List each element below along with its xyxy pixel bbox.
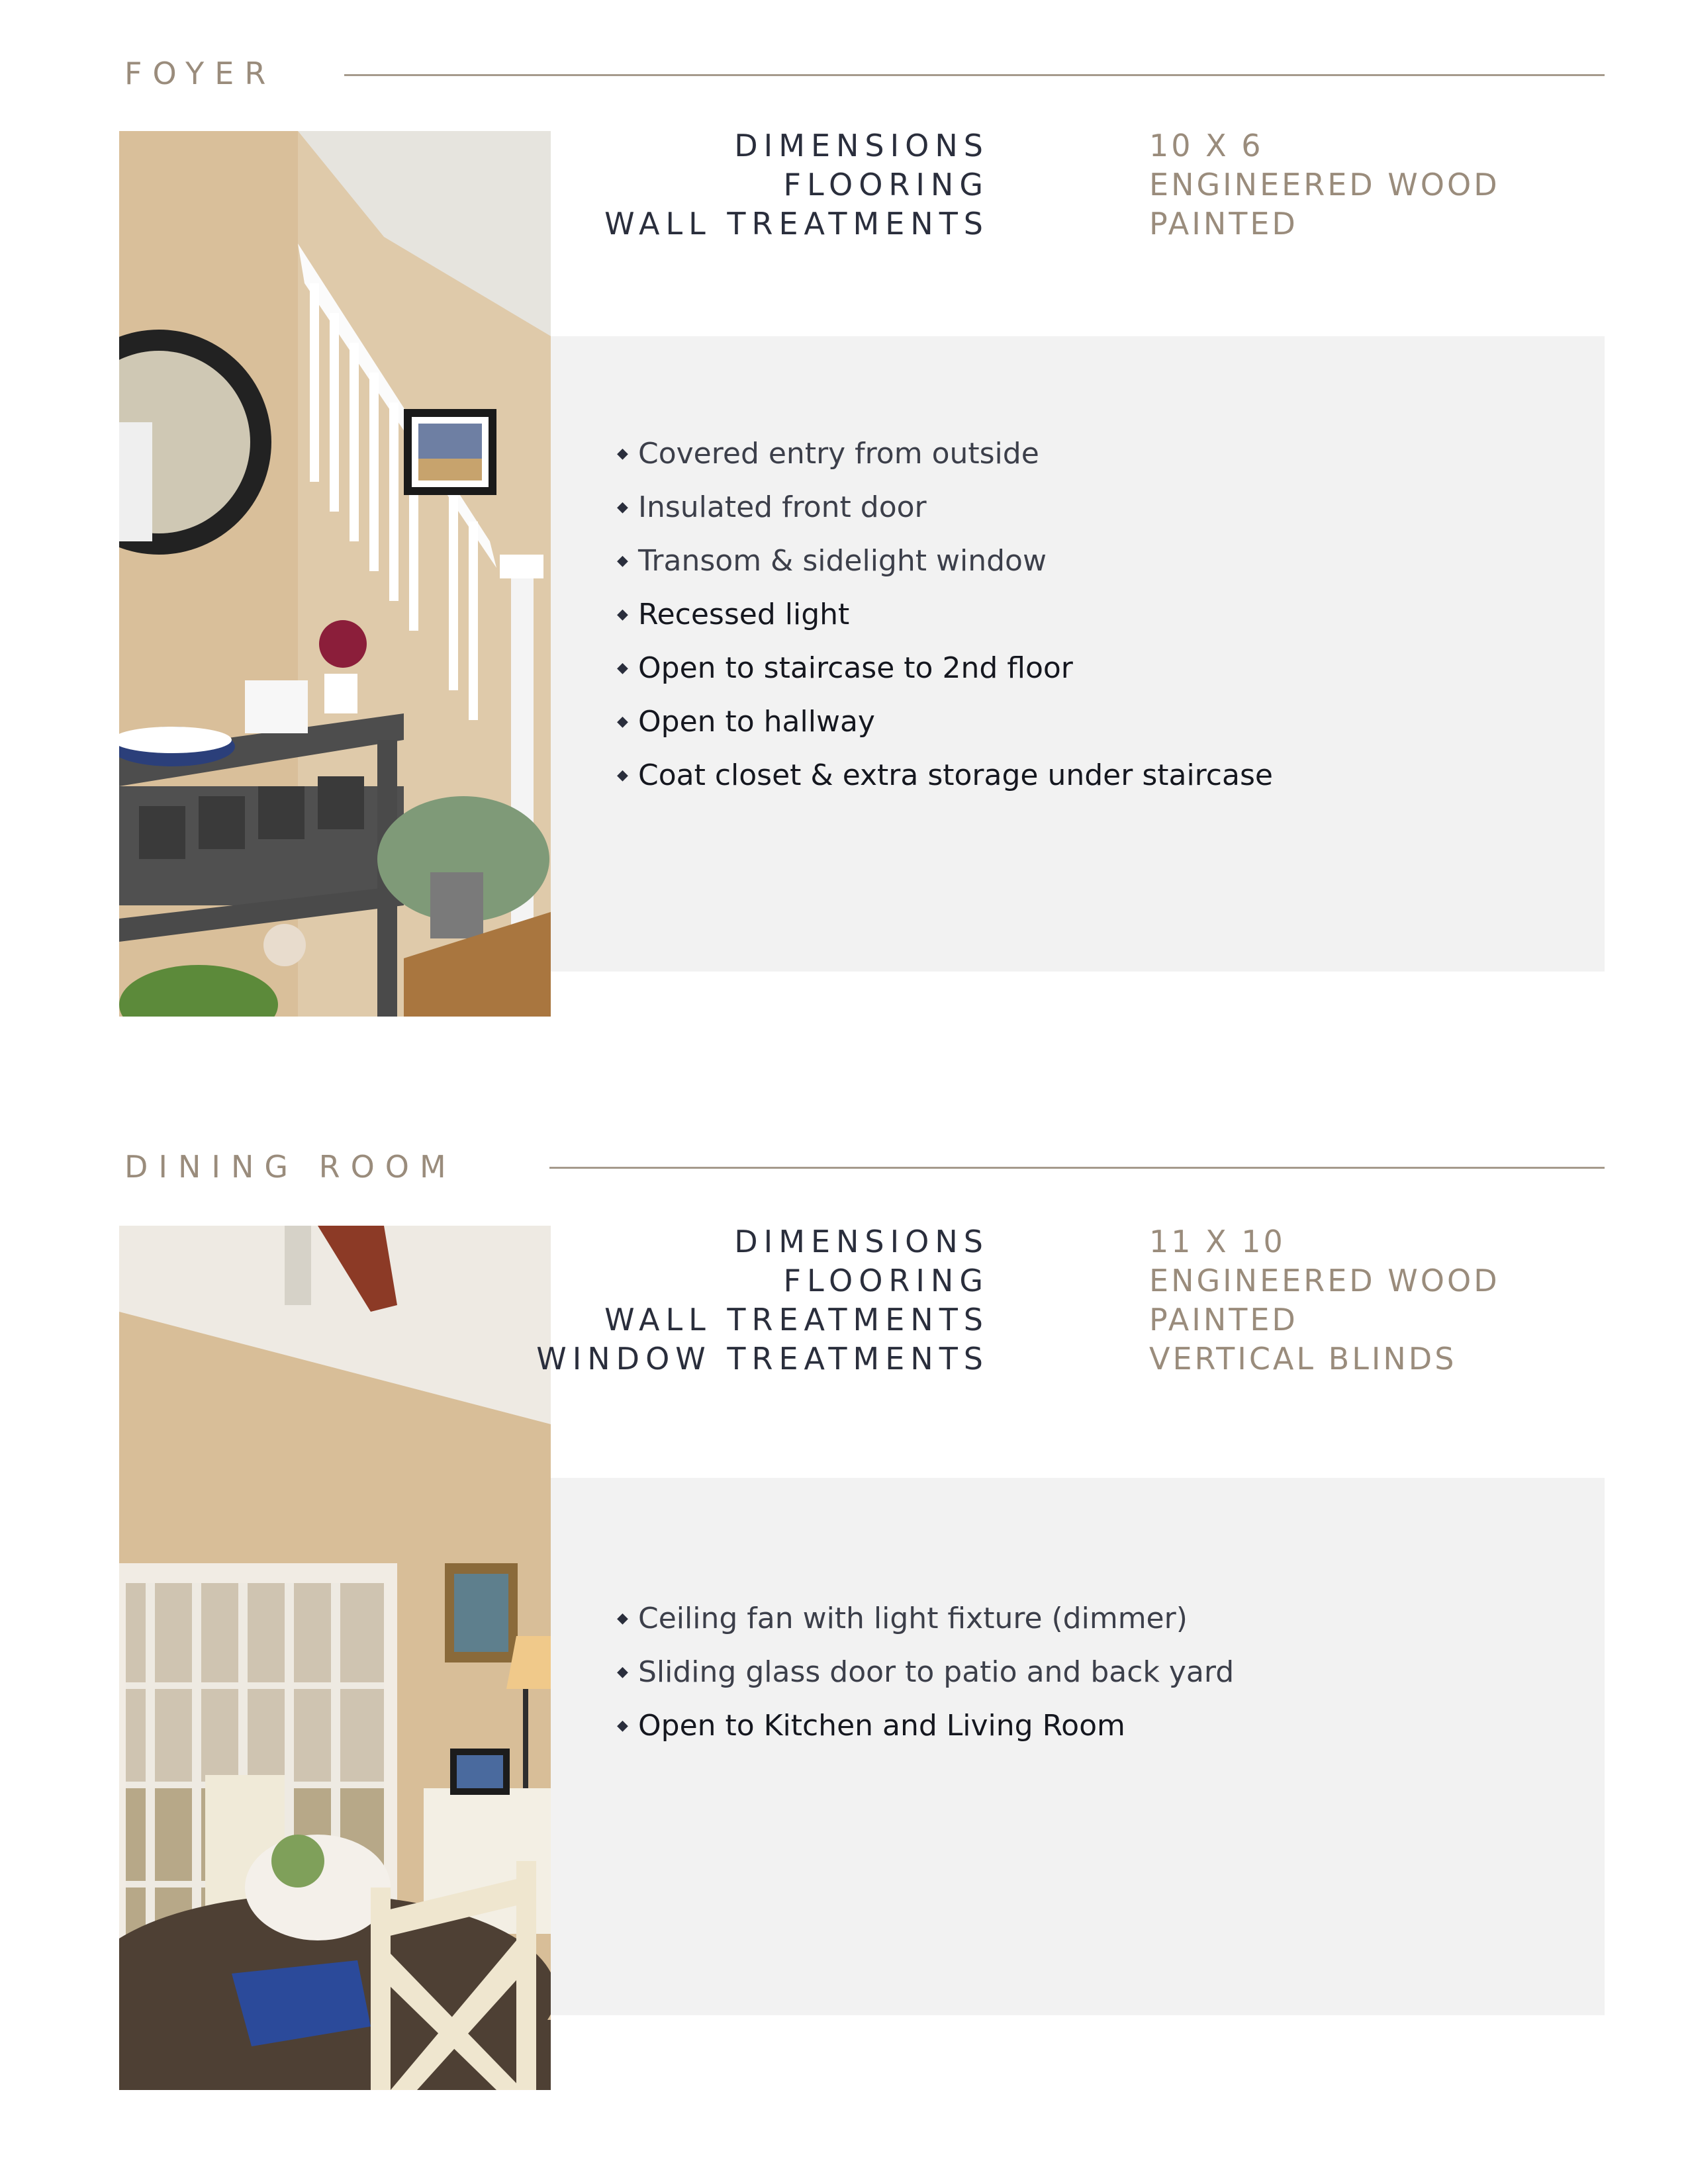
dining-title: DINING ROOM bbox=[124, 1149, 457, 1185]
foyer-feature-list bbox=[617, 427, 1273, 802]
spec-value: PAINTED bbox=[1149, 1302, 1298, 1338]
spec-label: WALL TREATMENTS bbox=[604, 206, 989, 242]
foyer-specs bbox=[551, 126, 1605, 258]
spec-label: WALL TREATMENTS bbox=[604, 1302, 989, 1338]
spec-label: DIMENSIONS bbox=[734, 1224, 989, 1259]
foyer-photo bbox=[119, 131, 551, 1017]
bullet-icon: ◆ bbox=[617, 660, 628, 676]
foyer-spec-wall-treatments bbox=[551, 204, 1605, 244]
dining-feature-list bbox=[617, 1592, 1234, 1752]
list-item: ◆ Recessed light bbox=[617, 588, 1273, 641]
list-item: ◆ Coat closet & extra storage under staircase bbox=[617, 749, 1273, 802]
spec-value: PAINTED bbox=[1149, 206, 1298, 242]
dining-spec-flooring bbox=[551, 1261, 1605, 1300]
spec-value: ENGINEERED WOOD bbox=[1149, 1263, 1500, 1298]
spec-value: ENGINEERED WOOD bbox=[1149, 167, 1500, 203]
spec-label: FLOORING bbox=[783, 1263, 989, 1298]
spec-label: FLOORING bbox=[783, 167, 989, 203]
foyer-spec-flooring bbox=[551, 165, 1605, 205]
list-item: ◆ Transom & sidelight window bbox=[617, 534, 1273, 588]
dining-spec-window-treatments bbox=[536, 1339, 1605, 1379]
bullet-icon: ◆ bbox=[617, 553, 628, 569]
spec-value: 10 X 6 bbox=[1149, 128, 1264, 163]
spec-label: DIMENSIONS bbox=[734, 128, 989, 163]
spec-label: WINDOW TREATMENTS bbox=[536, 1341, 989, 1377]
bullet-icon: ◆ bbox=[617, 1610, 628, 1627]
list-item: ◆ Ceiling fan with light fixture (dimmer) bbox=[617, 1592, 1234, 1645]
bullet-icon: ◆ bbox=[617, 499, 628, 516]
foyer-features-panel bbox=[551, 336, 1605, 972]
list-item: ◆ Sliding glass door to patio and back yard bbox=[617, 1645, 1234, 1699]
dining-title-rule bbox=[549, 1167, 1605, 1169]
bullet-icon: ◆ bbox=[617, 606, 628, 623]
list-item: ◆ Open to hallway bbox=[617, 695, 1273, 749]
dining-spec-wall-treatments bbox=[551, 1300, 1605, 1340]
dining-features-panel bbox=[551, 1478, 1605, 2015]
foyer-title-rule bbox=[344, 74, 1605, 76]
bullet-icon: ◆ bbox=[617, 713, 628, 730]
list-item: ◆ Open to staircase to 2nd floor bbox=[617, 641, 1273, 695]
bullet-icon: ◆ bbox=[617, 1664, 628, 1680]
bullet-icon: ◆ bbox=[617, 767, 628, 784]
list-item: ◆ Open to Kitchen and Living Room bbox=[617, 1699, 1234, 1752]
spec-value: 11 X 10 bbox=[1149, 1224, 1286, 1259]
dining-photo bbox=[119, 1226, 551, 2090]
bullet-icon: ◆ bbox=[617, 1717, 628, 1734]
dining-specs bbox=[536, 1222, 1605, 1394]
foyer-spec-dimensions bbox=[551, 126, 1605, 165]
list-item: ◆ Covered entry from outside bbox=[617, 427, 1273, 480]
dining-spec-dimensions bbox=[551, 1222, 1605, 1261]
spec-value: VERTICAL BLINDS bbox=[1149, 1341, 1457, 1377]
bullet-icon: ◆ bbox=[617, 445, 628, 462]
list-item: ◆ Insulated front door bbox=[617, 480, 1273, 534]
foyer-title: FOYER bbox=[124, 56, 277, 91]
